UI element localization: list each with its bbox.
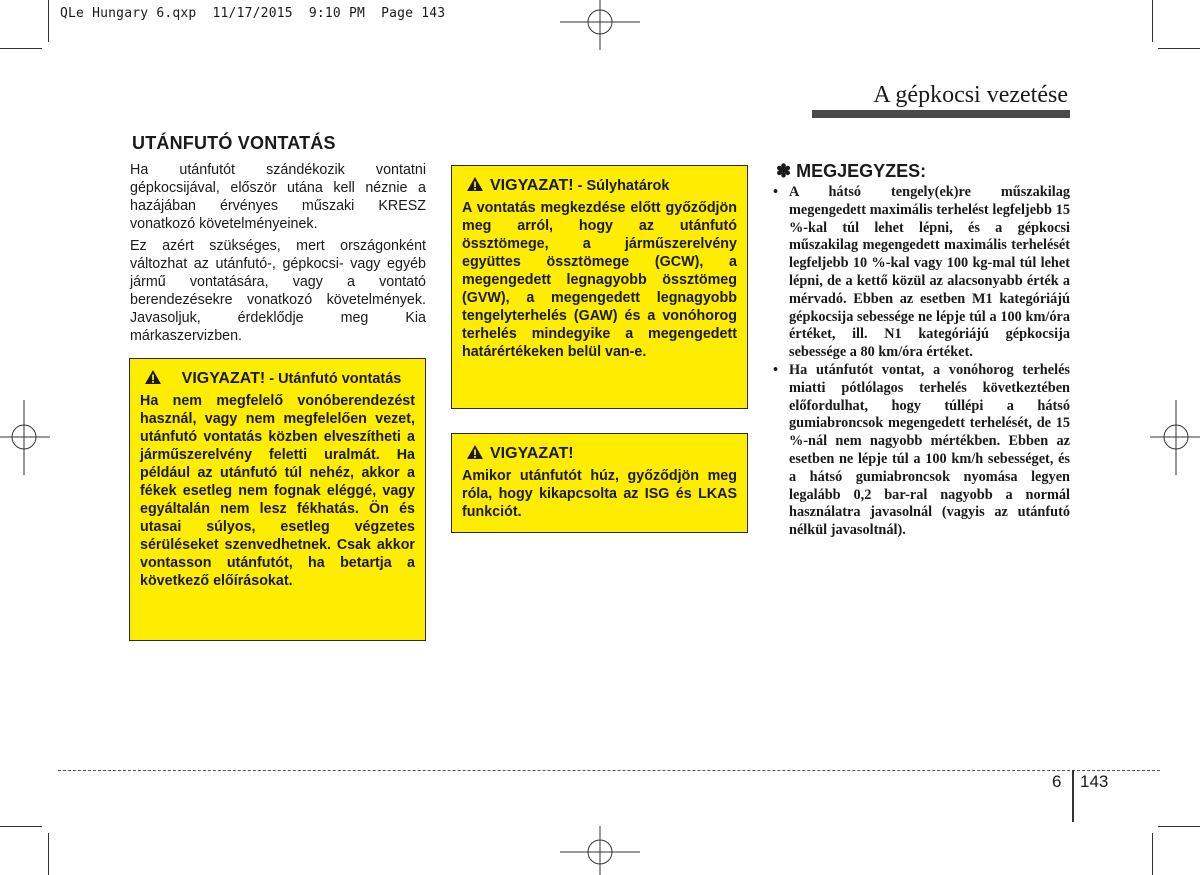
warning-title-bold: VIGYAZAT! <box>490 445 574 462</box>
warning-title-bold: VIGYAZAT! <box>490 177 574 194</box>
chapter-title: A gépkocsi vezetése <box>873 82 1068 108</box>
section-title: UTÁNFUTÓ VONTATÁS <box>132 133 336 153</box>
page-number: 143 <box>1080 772 1109 791</box>
chapter-number: 6 <box>1052 772 1062 791</box>
note-item-text: A hátsó tengely(ek)re műszakilag megengedett maximális terhelést legfeljebb 15 %-kal túl lehet lépni, és a gépkocsi műszakilag megengedett maximális terhelését legfeljebb 10 %-kal vagy 100 kg-mal túl lehet lépni, de a kettő közül az alacsonyabb érték a mérvadó. Ebben az esetben M1 kategóriájú gépkocsija sebessége ne lépje túl a 100 km/óra értéket, ill. N1 kategóriájú gépkocsija sebessége a 80 km/óra értéket. <box>789 184 1070 361</box>
section-paragraph-2: Ez azért szükséges, mert országonként változhat az utánfutó-, gépkocsi- vagy egyéb jármű vontatására, vagy a vontató berendezésekre vonatkozó követelmények. Javasoljuk, érdeklődje meg Kia márkaszervizben. <box>130 238 426 344</box>
warning-title-rest: - Súlyhatárok <box>573 178 670 194</box>
note-item-text: Ha utánfutót vontat, a vonóhorog terhelés miatti pótlólagos terhelés következtében előfordulhat, hogy túllépi a hátsó gumiabroncsok megengedett terhelését, de 15 %-nál nem nagyobb mértékben. Ebben az esetben ne lépje túl a 100 km/h sebességet, és a hátsó gumiabroncsok nyomása legyen legalább 0,2 bar-ral nagyobb a normál használatra javasolnál (vagyis az utánfutó nélkül javasoltnál). <box>789 361 1070 539</box>
warning-title-bold: VIGYAZAT! <box>181 370 266 387</box>
file-slug: QLe Hungary 6.qxp 11/17/2015 9:10 PM Page 143 <box>60 6 446 21</box>
warning-body: Ha nem megfelelő vonóberendezést használ, vagy nem megfelelően vezet, utánfutó vontatás közben elveszítheti a járműszerelvény feletti uralmát. Ha például az utánfutó túl nehéz, akkor a fékek esetleg nem fognak eléggé, vagy egyáltalán nem lesz fékhatás. Ön és utasai súlyos, esetleg végzetes sérüléseket szenvedhetnek. Csak akkor vontasson utánfutót, ha betartja a következő előírásokat. <box>140 393 415 589</box>
warning-body: A vontatás megkezdése előtt győződjön meg arról, hogy az utánfutó össztömege, a járműszerelvény együttes össztömege (GCW), a megengedett legnagyobb össztömeg (GVW), a megengedett legnagyobb tengelyterhelés (GAW) és a vonóhorog terhelés mindegyike a megengedett határértékeken belül van-e. <box>462 200 737 360</box>
warning-title-rest: - Utánfutó vontatás <box>265 371 402 387</box>
warning-body: Amikor utánfutót húz, győződjön meg róla, hogy kikapcsolta az ISG és LKAS funkciót. <box>462 468 737 520</box>
asterisk-icon: ✽ <box>776 161 792 181</box>
note-title: MEGJEGYZES: <box>796 161 927 181</box>
section-paragraph-1: Ha utánfutót szándékozik vontatni gépkocsijával, először utána kell néznie a hazájában érvényes műszaki KRESZ vonatkozó követelményeinek. <box>130 162 426 232</box>
list-item: • Ha utánfutót vontat, a vonóhorog terhelés miatti pótlólagos terhelés következtében előfordulhat, hogy túllépi a hátsó gumiabroncsok megengedett terhelését, de 15 %-nál nem nagyobb mértékben. Ebben az esetben ne lépje túl a 100 km/h sebességet, és a hátsó gumiabroncsok nyomása legyen legalább 0,2 bar-ral nagyobb a normál használatra javasolnál (vagyis az utánfutó nélkül javasoltnál). <box>773 361 1070 539</box>
list-item: • A hátsó tengely(ek)re műszakilag megengedett maximális terhelést legfeljebb 15 %-kal túl lehet lépni, és a gépkocsi műszakilag megengedett maximális terhelését legfeljebb 10 %-kal vagy 100 kg-mal túl lehet lépni, de a kettő közül az alacsonyabb érték a mérvadó. Ebben az esetben M1 kategóriájú gépkocsija sebessége ne lépje túl a 100 km/óra értéket, ill. N1 kategóriájú gépkocsija sebessége a 80 km/óra értéket. <box>773 184 1070 361</box>
